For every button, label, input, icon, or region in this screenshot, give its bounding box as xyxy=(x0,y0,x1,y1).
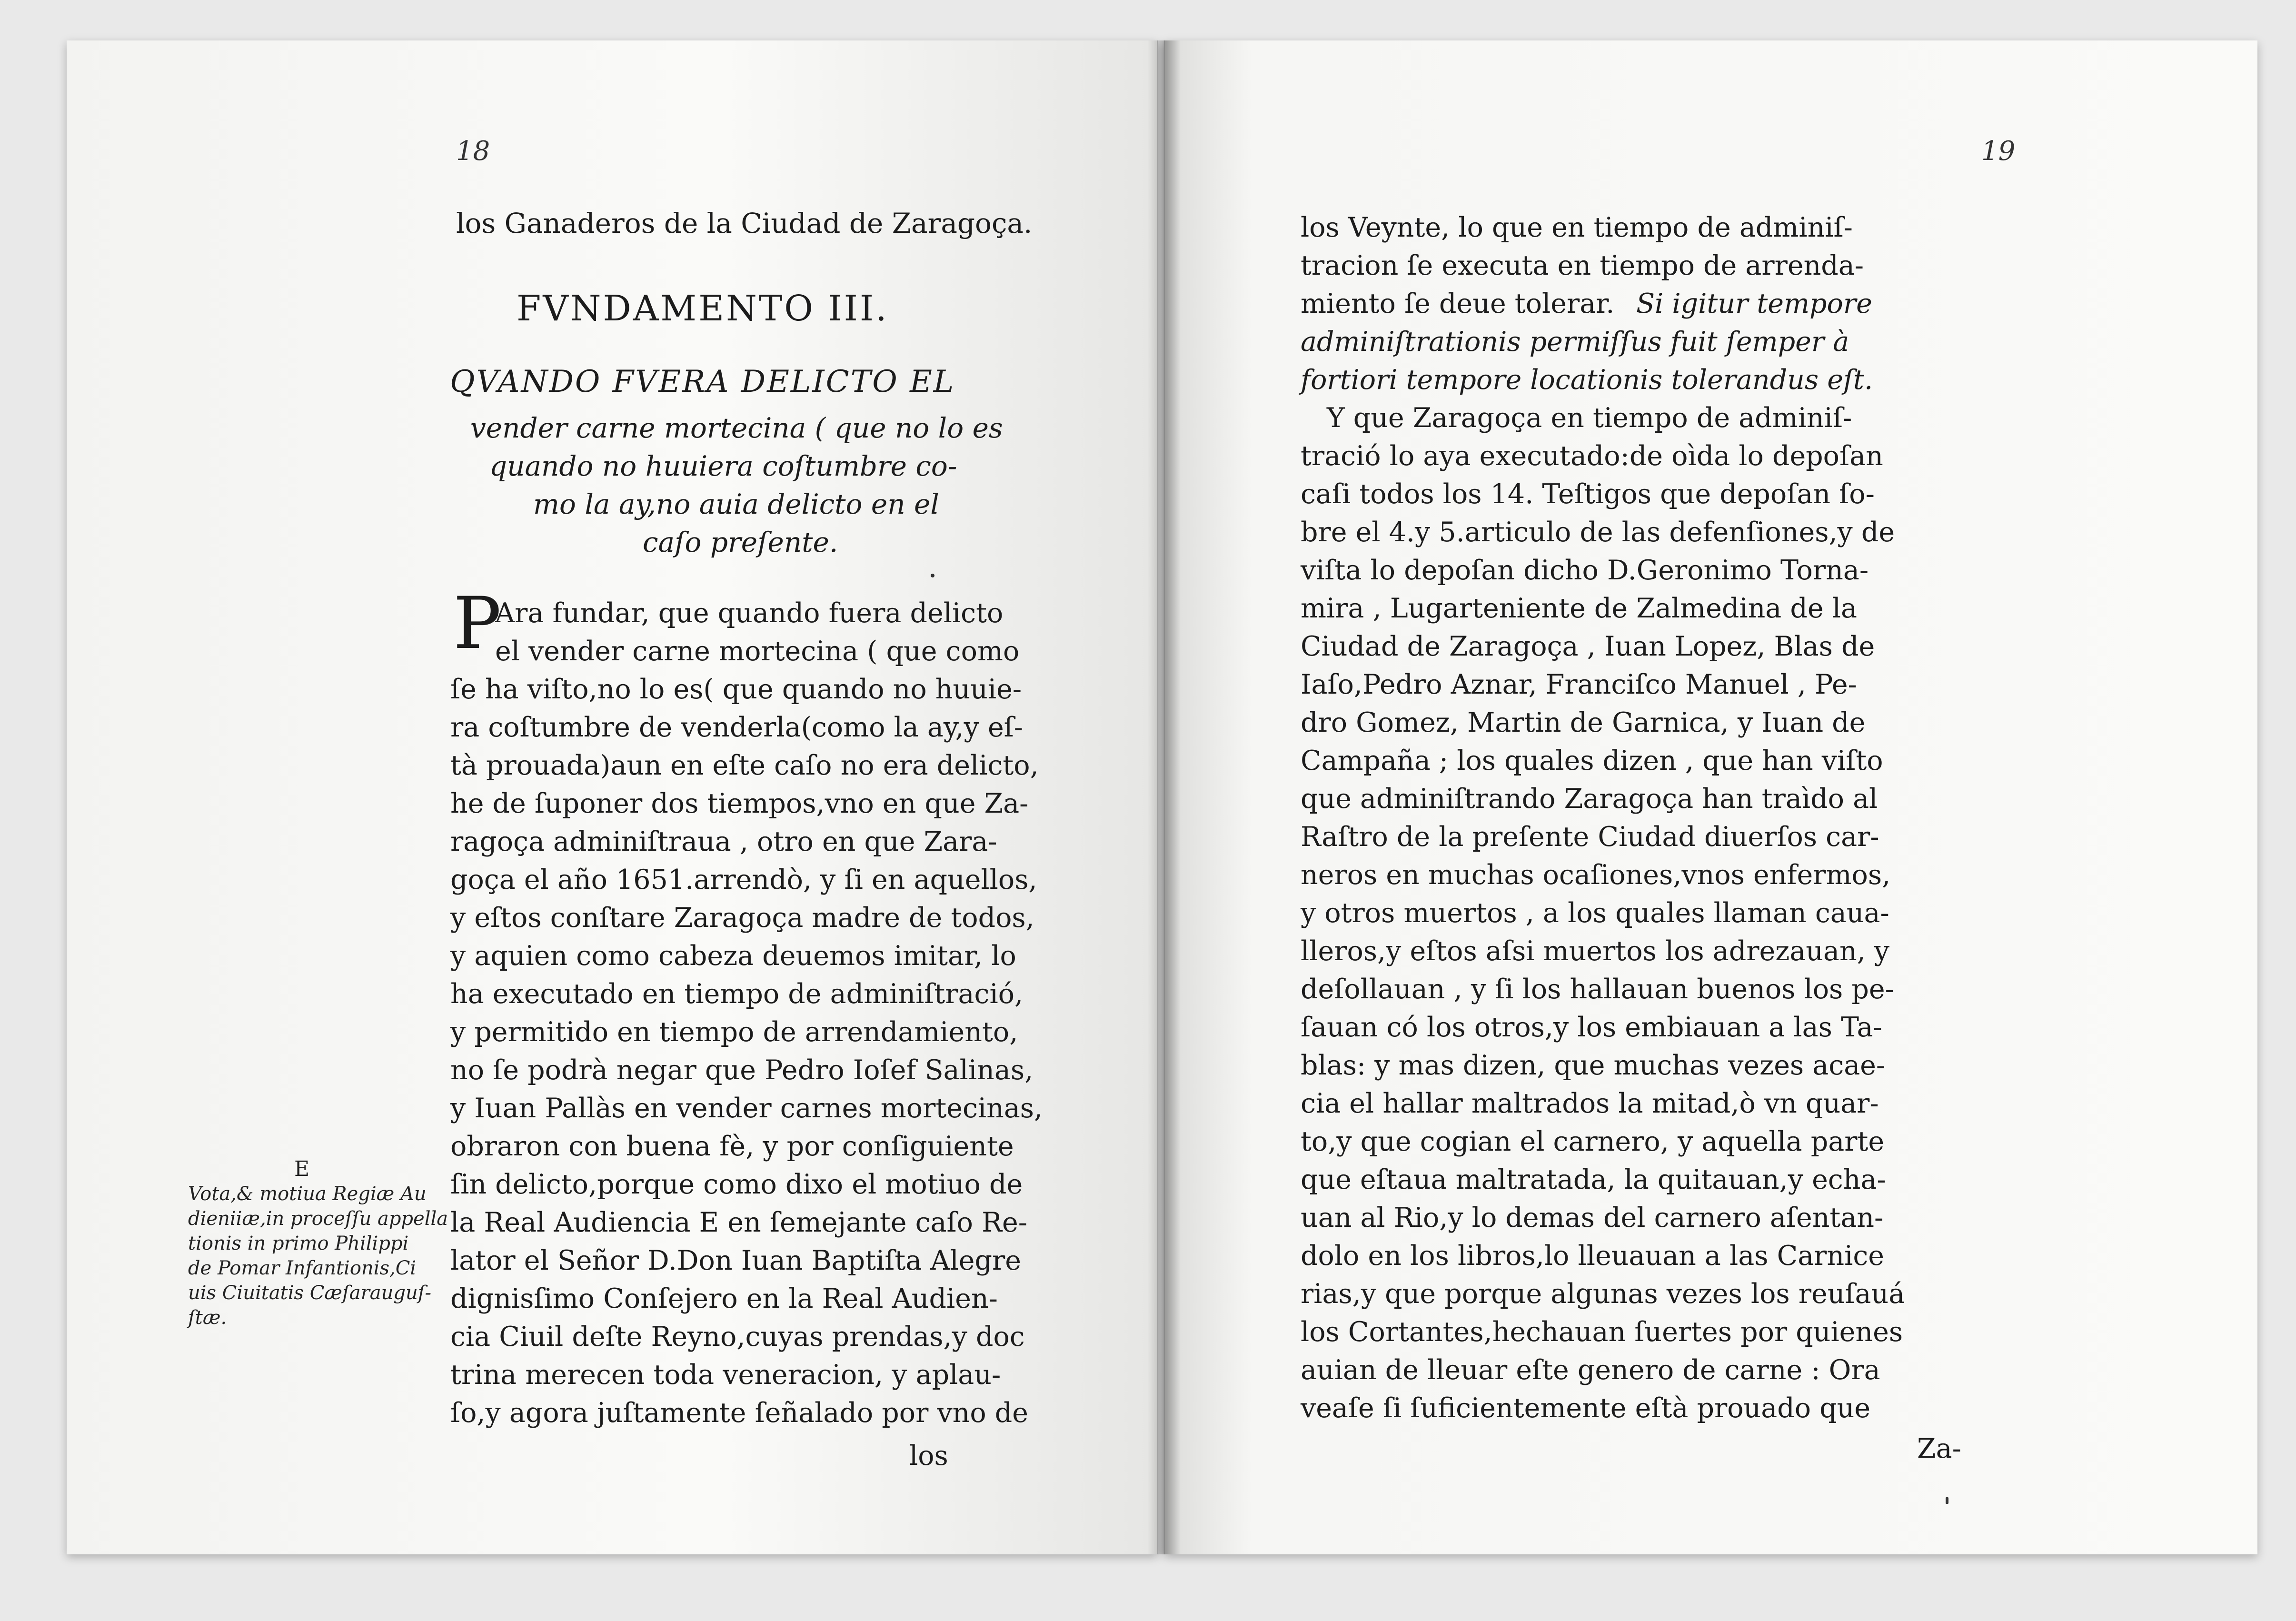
body-line: blas: y mas dizen, que muchas vezes acae- xyxy=(1301,1050,1886,1081)
body-line: rias,y que porque algunas vezes los reuſauá xyxy=(1301,1278,1905,1310)
body-line: tà prouada)aun en eſte caſo no era delicto, xyxy=(450,750,1039,781)
heading-line: vender carne mortecina ( que no lo es xyxy=(470,412,1003,444)
body-line: el vender carne mortecina ( que como xyxy=(495,636,1020,667)
body-line: Campaña ; los quales dizen , que han viſto xyxy=(1301,745,1883,776)
catchword-right: Za- xyxy=(1917,1433,1961,1464)
body-line: los Cortantes,hechauan ſuertes por quienes xyxy=(1301,1316,1903,1348)
body-line: tracion ſe executa en tiempo de arrenda- xyxy=(1301,250,1864,281)
body-line: Ara fundar, que quando fuera delicto xyxy=(495,597,1004,629)
body-line: y aquien como cabeza deuemos imitar, lo xyxy=(450,940,1016,972)
body-line: dolo en los libros,lo lleuauan a las Carnice xyxy=(1301,1240,1885,1272)
heading-caps: QVANDO FVERA DELICTO EL xyxy=(450,364,955,399)
body-line: viſta lo depoſan dicho D.Geronimo Torna- xyxy=(1301,555,1869,586)
body-line: tració lo aya executado:de oìda lo depoſan xyxy=(1301,440,1883,472)
body-line: no ſe podrà negar que Pedro Ioſef Salinas, xyxy=(450,1054,1034,1086)
body-line: trina merecen toda veneracion, y aplau- xyxy=(450,1359,1001,1391)
section-title: FVNDAMENTO III. xyxy=(517,288,889,329)
body-line: Iaſo,Pedro Aznar, Franciſco Manuel , Pe- xyxy=(1301,669,1857,700)
marginal-note-line: Vota,& motiua Regiæ Au xyxy=(188,1183,427,1205)
body-line: dro Gomez, Martin de Garnica, y Iuan de xyxy=(1301,707,1866,738)
body-line: lator el Señor D.Don Iuan Baptiſta Alegre xyxy=(450,1245,1021,1276)
marginal-note-letter: E xyxy=(294,1157,310,1181)
ornament-dot xyxy=(931,574,934,577)
body-line: obraron con buena fè, y por conſiguiente xyxy=(450,1131,1014,1162)
marginal-note-line: tionis in primo Philippi xyxy=(188,1233,409,1254)
catchword-left: los xyxy=(909,1440,948,1472)
book-gutter xyxy=(1147,40,1181,1554)
body-line: y eſtos conſtare Zaragoça madre de todos, xyxy=(450,902,1034,934)
left-page xyxy=(67,40,1158,1554)
heading-line: mo la ay,no auia delicto en el xyxy=(533,488,939,520)
body-line: uan al Rio,y lo demas del carnero aſentan- xyxy=(1301,1202,1884,1233)
body-line: la Real Audiencia E en ſemejante caſo Re- xyxy=(450,1207,1027,1238)
body-line: veaſe ſi ſuficientemente eſtà prouado que xyxy=(1301,1392,1871,1424)
body-line: goça el año 1651.arrendò, y ſi en aquellos, xyxy=(450,864,1037,895)
body-line: Raſtro de la preſente Ciudad diuerſos car- xyxy=(1301,821,1879,853)
body-line: bre el 4.y 5.articulo de las defenſiones,y de xyxy=(1301,517,1895,548)
marginal-note-line: uis Ciuitatis Cæſarauguſ- xyxy=(188,1282,432,1304)
marginal-note-line: de Pomar Infantionis,Ci xyxy=(188,1257,417,1279)
body-line: ſauan có los otros,y los embiauan a las Ta- xyxy=(1301,1012,1882,1043)
body-line: ſin delicto,porque como dixo el motiuo de xyxy=(450,1169,1023,1200)
body-line: miento ſe deue tolerar. xyxy=(1301,288,1615,319)
body-line: mira , Lugarteniente de Zalmedina de la xyxy=(1301,593,1857,624)
body-line: Y que Zaragoça en tiempo de adminiſ- xyxy=(1327,402,1852,434)
body-line: lleros,y eſtos aſsi muertos los adrezauan, y xyxy=(1301,935,1890,967)
body-line: que eſtaua maltratada, la quitauan,y echa- xyxy=(1301,1164,1886,1195)
running-head: los Ganaderos de la Ciudad de Zaragoça. xyxy=(456,207,1033,239)
body-line: caſi todos los 14. Teſtigos que depoſan ſo- xyxy=(1301,478,1875,510)
drop-cap: P xyxy=(453,582,501,665)
page-number-right: 19 xyxy=(1981,136,2016,167)
body-line: cia Ciuil deſte Reyno,cuyas prendas,y doc xyxy=(450,1321,1025,1352)
heading-line: quando no huuiera coſtumbre co- xyxy=(489,450,957,482)
italic-continuation: Si igitur tempore xyxy=(1636,288,1872,319)
open-book xyxy=(67,40,2256,1554)
marginal-note-line: dieniiæ,in proceſſu appella xyxy=(188,1208,448,1230)
body-line: cia el hallar maltrados la mitad,ò vn quar- xyxy=(1301,1088,1879,1119)
body-line: ſo,y agora juſtamente ſeñalado por vno de xyxy=(450,1397,1029,1429)
body-line: y permitido en tiempo de arrendamiento, xyxy=(450,1016,1018,1048)
body-line: dignisſimo Conſejero en la Real Audien- xyxy=(450,1283,998,1314)
heading-line: caſo preſente. xyxy=(643,526,838,558)
body-line: deſollauan , y ſi los hallauan buenos los pe- xyxy=(1301,974,1894,1005)
body-line: y otros muertos , a los quales llaman caua- xyxy=(1301,897,1889,929)
body-line: ragoça adminiſtraua , otro en que Zara- xyxy=(450,826,997,857)
body-line: ra coſtumbre de venderla(como la ay,y eſ- xyxy=(450,712,1024,743)
body-line: auian de lleuar eſte genero de carne : Ora xyxy=(1301,1354,1880,1386)
body-line: adminiſtrationis permiſſus fuit ſemper à xyxy=(1301,326,1849,358)
body-line: ha executado en tiempo de adminiſtració, xyxy=(450,978,1024,1010)
body-line: que adminiſtrando Zaragoça han traìdo al xyxy=(1301,783,1878,815)
body-line: y Iuan Pallàs en vender carnes mortecinas, xyxy=(450,1093,1043,1124)
body-line: neros en muchas ocaſiones,vnos enfermos, xyxy=(1301,859,1891,891)
ink-mark xyxy=(1946,1497,1948,1504)
body-line: he de ſuponer dos tiempos,vno en que Za- xyxy=(450,788,1029,819)
page-number-left: 18 xyxy=(456,136,490,167)
body-line: Ciudad de Zaragoça , Iuan Lopez, Blas de xyxy=(1301,631,1875,662)
marginal-note-line: ſtæ. xyxy=(188,1307,227,1329)
body-line: los Veynte, lo que en tiempo de adminiſ- xyxy=(1301,212,1853,243)
body-line: ſe ha viſto,no lo es( que quando no huuie- xyxy=(450,674,1022,705)
right-page xyxy=(1164,40,2257,1554)
body-line: to,y que cogian el carnero, y aquella parte xyxy=(1301,1126,1885,1157)
body-line: fortiori tempore locationis tolerandus eſt. xyxy=(1301,364,1873,396)
